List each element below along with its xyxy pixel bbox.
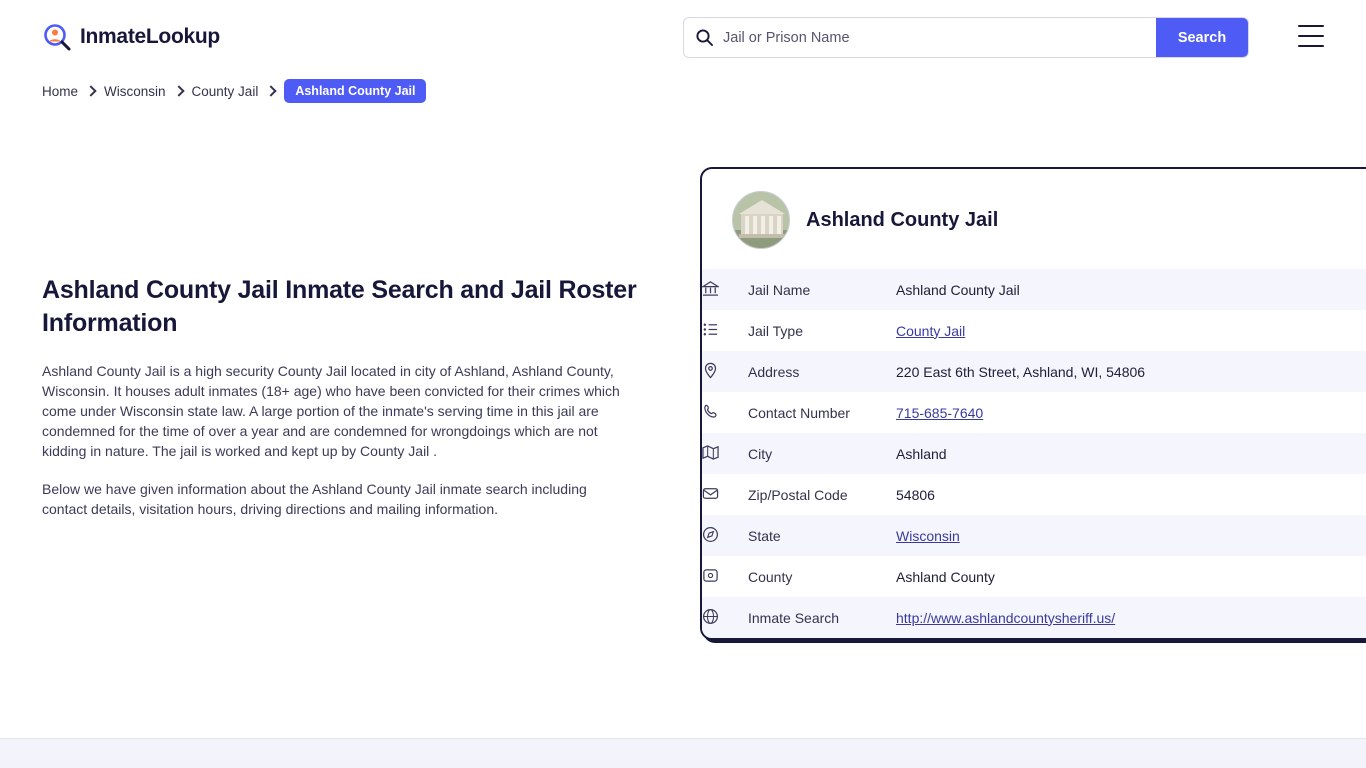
row-value: Ashland County Jail xyxy=(896,281,1020,298)
magnifier-person-icon xyxy=(42,22,72,52)
intro-paragraph-1: Ashland County Jail is a high security County Jail located in city of Ashland, Ashland County, Wisconsin. It houses adult inmates (18+ age) who have been convicted for their crimes which come under Wisconsin state law. A large portion of the inmate's serving time in this jail are condemned for the time of over a year and are condemned for wrongdoings which are not kidding in nature. The jail is worked and kept up by County Jail . xyxy=(42,363,620,459)
table-row xyxy=(702,474,1366,515)
breadcrumb-item-county-jail[interactable]: County Jail xyxy=(191,83,259,99)
table-row xyxy=(702,433,1366,474)
breadcrumb-item-home[interactable]: Home xyxy=(42,83,79,99)
chevron-right-icon xyxy=(266,85,277,96)
row-value xyxy=(896,597,1366,638)
breadcrumb xyxy=(0,78,1366,104)
row-value xyxy=(896,310,1366,351)
page-title: Ashland County Jail Inmate Search and Jail Roster Information xyxy=(42,276,637,337)
mail-icon xyxy=(702,474,748,515)
row-label: Jail Name xyxy=(748,281,811,298)
search-bar[interactable] xyxy=(683,17,1249,58)
footer-strip xyxy=(0,738,1366,768)
logo-text: InmateLookup xyxy=(80,25,220,48)
jail-type-link[interactable]: County Jail xyxy=(896,322,966,339)
row-value: Ashland County xyxy=(896,568,995,585)
county-icon xyxy=(702,556,748,597)
article-column xyxy=(42,104,642,537)
logo[interactable] xyxy=(42,22,220,52)
table-row xyxy=(702,351,1366,392)
chevron-right-icon xyxy=(85,85,96,96)
breadcrumb-item-wisconsin[interactable]: Wisconsin xyxy=(104,83,166,99)
table-row xyxy=(702,392,1366,433)
row-label: Address xyxy=(748,363,800,380)
row-label: State xyxy=(748,527,781,544)
row-label: Jail Type xyxy=(748,322,803,339)
pin-icon xyxy=(702,351,748,392)
state-link[interactable]: Wisconsin xyxy=(896,527,960,544)
intro-paragraph-2: Below we have given information about the Ashland County Jail inmate search including contact details, visitation hours, driving directions and mailing information. xyxy=(42,481,587,517)
chevron-right-icon xyxy=(173,85,184,96)
row-value: 54806 xyxy=(896,486,935,503)
contact-number-link[interactable]: 715-685-7640 xyxy=(896,404,984,421)
jail-info-table xyxy=(702,269,1366,638)
table-row xyxy=(702,269,1366,310)
bank-icon xyxy=(702,269,748,310)
globe-icon xyxy=(702,597,748,638)
phone-icon xyxy=(702,392,748,433)
table-row xyxy=(702,310,1366,351)
card-header xyxy=(702,169,1366,269)
search-icon xyxy=(696,29,713,46)
row-label: City xyxy=(748,445,773,462)
search-input[interactable] xyxy=(721,18,1156,57)
table-row xyxy=(702,556,1366,597)
row-value xyxy=(896,392,1366,433)
search-button[interactable]: Search xyxy=(1156,18,1248,57)
row-label: Zip/Postal Code xyxy=(748,486,848,503)
hamburger-menu-icon[interactable] xyxy=(1298,25,1324,47)
inmate-search-link[interactable]: http://www.ashlandcountysheriff.us/ xyxy=(896,609,1116,626)
jail-info-card xyxy=(700,167,1366,640)
list-icon xyxy=(702,310,748,351)
table-row xyxy=(702,597,1366,638)
row-value: 220 East 6th Street, Ashland, WI, 54806 xyxy=(896,363,1146,380)
row-label: County xyxy=(748,568,793,585)
table-row xyxy=(702,515,1366,556)
courthouse-photo xyxy=(732,191,790,249)
compass-icon xyxy=(702,515,748,556)
row-label: Contact Number xyxy=(748,404,850,421)
row-value xyxy=(896,515,1366,556)
row-label: Inmate Search xyxy=(748,609,840,626)
row-value: Ashland xyxy=(896,445,947,462)
card-title: Ashland County Jail xyxy=(806,208,999,231)
site-header xyxy=(0,0,1366,74)
breadcrumb-current: Ashland County Jail xyxy=(284,79,426,103)
map-icon xyxy=(702,433,748,474)
